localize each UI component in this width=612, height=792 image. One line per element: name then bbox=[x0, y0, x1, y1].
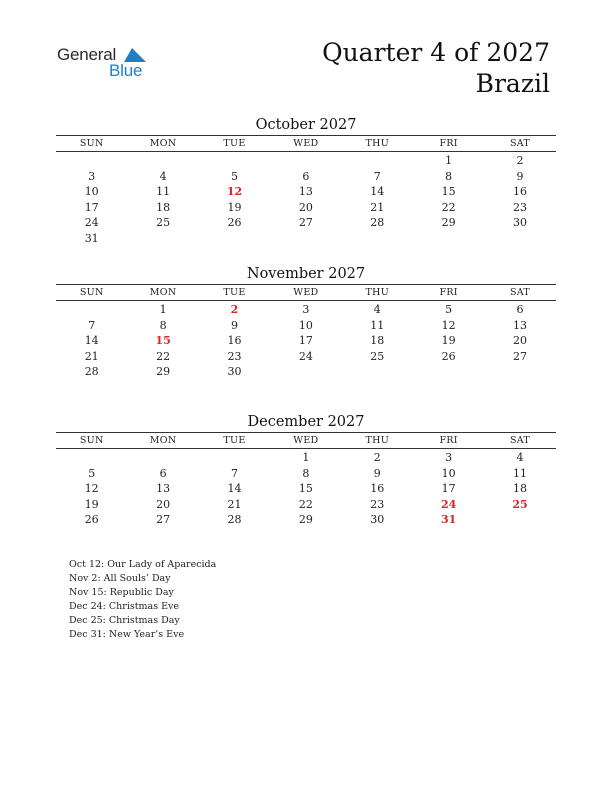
holiday-list-item: Nov 2: All Souls’ Day bbox=[69, 573, 171, 584]
day-cell: 10 bbox=[298, 318, 313, 332]
month-november bbox=[56, 265, 556, 380]
weekday-header-row bbox=[56, 136, 556, 151]
day-cell: 15 bbox=[298, 482, 313, 495]
holiday-list-item: Dec 31: New Year’s Eve bbox=[69, 629, 185, 640]
day-cell: 2 bbox=[373, 451, 381, 464]
day-cell: 21 bbox=[370, 200, 385, 214]
day-cell-holiday: 25 bbox=[512, 497, 528, 511]
day-grid bbox=[56, 449, 556, 528]
weekday-sun: SUN bbox=[79, 138, 104, 149]
day-cell: 13 bbox=[513, 318, 528, 332]
weekday-thu: THU bbox=[365, 287, 390, 298]
day-cell: 7 bbox=[373, 169, 381, 183]
day-cell: 9 bbox=[230, 318, 238, 332]
day-cell-holiday: 2 bbox=[230, 303, 239, 316]
day-cell-empty bbox=[199, 450, 270, 466]
weekday-thu: THU bbox=[365, 138, 390, 149]
day-cell: 24 bbox=[84, 216, 99, 229]
logo-word-blue: Blue bbox=[109, 61, 143, 80]
day-cell: 8 bbox=[159, 318, 167, 332]
day-cell: 18 bbox=[370, 334, 385, 347]
day-cell: 26 bbox=[227, 216, 242, 229]
day-cell: 18 bbox=[156, 200, 171, 214]
day-cell: 27 bbox=[156, 513, 171, 526]
day-cell: 7 bbox=[230, 466, 238, 480]
month-title: November 2027 bbox=[246, 266, 366, 282]
day-cell: 21 bbox=[227, 497, 242, 511]
day-cell-empty bbox=[413, 231, 484, 247]
day-cell-empty bbox=[56, 153, 127, 169]
day-cell: 17 bbox=[298, 334, 313, 347]
day-cell: 22 bbox=[441, 200, 456, 214]
day-cell: 18 bbox=[513, 482, 528, 495]
day-cell: 2 bbox=[516, 154, 524, 167]
weekday-thu: THU bbox=[365, 435, 390, 446]
weekday-sat: SAT bbox=[509, 138, 531, 149]
day-cell-empty bbox=[484, 512, 555, 528]
day-cell-holiday: 24 bbox=[440, 497, 457, 511]
day-cell: 30 bbox=[513, 216, 528, 229]
day-cell: 1 bbox=[159, 303, 167, 316]
weekday-wed: WED bbox=[293, 435, 319, 446]
day-cell: 20 bbox=[298, 200, 313, 214]
title-country: Brazil bbox=[475, 69, 550, 98]
day-cell: 23 bbox=[227, 349, 242, 363]
day-cell: 7 bbox=[88, 318, 96, 332]
day-cell: 14 bbox=[227, 482, 242, 495]
holiday-list bbox=[69, 558, 216, 642]
day-cell: 19 bbox=[84, 497, 99, 511]
day-cell: 4 bbox=[516, 451, 524, 464]
weekday-sun: SUN bbox=[79, 287, 104, 298]
day-cell: 5 bbox=[88, 466, 96, 480]
day-cell: 1 bbox=[302, 451, 310, 464]
day-cell-empty bbox=[342, 153, 413, 169]
day-cell-empty bbox=[56, 302, 127, 318]
day-cell: 9 bbox=[516, 169, 524, 183]
weekday-sun: SUN bbox=[79, 435, 104, 446]
day-cell-empty bbox=[270, 364, 341, 380]
day-cell: 15 bbox=[441, 185, 456, 198]
day-cell: 13 bbox=[298, 185, 313, 198]
day-cell: 26 bbox=[84, 513, 99, 526]
day-cell: 17 bbox=[84, 200, 99, 214]
weekday-wed: WED bbox=[293, 287, 319, 298]
day-cell: 13 bbox=[156, 482, 171, 495]
day-cell-empty bbox=[484, 231, 555, 247]
month-october bbox=[56, 116, 556, 246]
month-title: December 2027 bbox=[247, 414, 365, 430]
day-cell: 20 bbox=[513, 334, 528, 347]
day-cell: 11 bbox=[513, 466, 528, 480]
day-cell: 19 bbox=[441, 334, 456, 347]
day-cell: 22 bbox=[156, 349, 171, 363]
day-cell-empty bbox=[270, 231, 341, 247]
day-grid bbox=[56, 301, 556, 380]
day-cell: 6 bbox=[302, 169, 310, 183]
holiday-list-item: Dec 25: Christmas Day bbox=[69, 615, 180, 626]
logo-word-general: General bbox=[57, 45, 117, 64]
weekday-tue: TUE bbox=[223, 435, 246, 446]
day-cell-holiday: 31 bbox=[440, 513, 457, 526]
day-grid bbox=[56, 152, 556, 246]
day-cell: 27 bbox=[513, 349, 528, 363]
day-cell: 29 bbox=[156, 365, 171, 378]
day-cell-empty bbox=[484, 364, 555, 380]
day-cell: 19 bbox=[227, 200, 242, 214]
weekday-mon: MON bbox=[149, 435, 177, 446]
day-cell-empty bbox=[270, 153, 341, 169]
day-cell: 16 bbox=[227, 334, 242, 347]
day-cell: 24 bbox=[298, 349, 313, 363]
day-cell: 9 bbox=[373, 466, 381, 480]
day-cell: 3 bbox=[88, 169, 96, 183]
day-cell-empty bbox=[413, 364, 484, 380]
day-cell: 27 bbox=[298, 216, 313, 229]
weekday-fri: FRI bbox=[439, 287, 458, 298]
day-cell: 12 bbox=[441, 318, 456, 332]
month-title: October 2027 bbox=[255, 117, 357, 133]
weekday-sat: SAT bbox=[509, 287, 531, 298]
day-cell: 28 bbox=[227, 513, 242, 526]
weekday-fri: FRI bbox=[439, 435, 458, 446]
day-cell-holiday: 15 bbox=[155, 334, 171, 347]
holiday-list-item: Oct 12: Our Lady of Aparecida bbox=[69, 559, 217, 570]
day-cell-holiday: 12 bbox=[226, 185, 243, 198]
logo-triangle-icon bbox=[124, 48, 146, 62]
weekday-header-row bbox=[56, 285, 556, 300]
day-cell: 29 bbox=[298, 513, 313, 526]
day-cell: 3 bbox=[445, 451, 453, 464]
day-cell: 5 bbox=[230, 169, 238, 183]
weekday-mon: MON bbox=[149, 287, 177, 298]
weekday-sat: SAT bbox=[509, 435, 531, 446]
title-quarter: Quarter 4 of 2027 bbox=[322, 38, 550, 67]
day-cell: 4 bbox=[159, 169, 167, 183]
day-cell: 16 bbox=[513, 185, 528, 198]
day-cell-empty bbox=[199, 231, 270, 247]
day-cell: 25 bbox=[370, 349, 385, 363]
day-cell-empty bbox=[56, 450, 127, 466]
day-cell-empty bbox=[199, 153, 270, 169]
day-cell: 12 bbox=[84, 482, 99, 495]
weekday-tue: TUE bbox=[223, 287, 246, 298]
day-cell-empty bbox=[127, 153, 198, 169]
weekday-header-row bbox=[56, 433, 556, 448]
day-cell: 17 bbox=[441, 482, 456, 495]
day-cell: 22 bbox=[298, 497, 313, 511]
day-cell: 14 bbox=[84, 334, 99, 347]
weekday-tue: TUE bbox=[223, 138, 246, 149]
weekday-fri: FRI bbox=[439, 138, 458, 149]
day-cell-empty bbox=[127, 450, 198, 466]
page-title bbox=[322, 37, 550, 99]
day-cell-empty bbox=[127, 231, 198, 247]
day-cell: 1 bbox=[445, 154, 453, 167]
day-cell: 8 bbox=[302, 466, 310, 480]
day-cell: 8 bbox=[445, 169, 453, 183]
day-cell: 10 bbox=[441, 466, 456, 480]
day-cell: 6 bbox=[516, 303, 524, 316]
day-cell-empty bbox=[342, 364, 413, 380]
weekday-wed: WED bbox=[293, 138, 319, 149]
holiday-list-item: Nov 15: Republic Day bbox=[69, 587, 174, 598]
day-cell: 14 bbox=[370, 185, 385, 198]
day-cell: 26 bbox=[441, 349, 456, 363]
day-cell: 20 bbox=[156, 497, 171, 511]
day-cell: 30 bbox=[227, 365, 242, 378]
day-cell: 3 bbox=[302, 303, 310, 316]
day-cell: 30 bbox=[370, 513, 385, 526]
day-cell: 11 bbox=[156, 185, 171, 198]
day-cell-empty bbox=[342, 231, 413, 247]
day-cell: 11 bbox=[370, 318, 385, 332]
generalblue-logo bbox=[57, 43, 167, 83]
day-cell: 29 bbox=[441, 216, 456, 229]
day-cell: 28 bbox=[84, 365, 99, 378]
month-december bbox=[56, 413, 556, 528]
holiday-list-item: Dec 24: Christmas Eve bbox=[69, 601, 180, 612]
day-cell: 21 bbox=[84, 349, 99, 363]
day-cell: 6 bbox=[159, 466, 167, 480]
day-cell: 23 bbox=[370, 497, 385, 511]
day-cell: 10 bbox=[84, 185, 99, 198]
day-cell: 23 bbox=[513, 200, 528, 214]
day-cell: 25 bbox=[156, 216, 171, 229]
weekday-mon: MON bbox=[149, 138, 177, 149]
day-cell: 16 bbox=[370, 482, 385, 495]
day-cell: 31 bbox=[84, 231, 99, 245]
day-cell: 4 bbox=[373, 303, 381, 316]
day-cell: 5 bbox=[445, 303, 453, 316]
day-cell: 28 bbox=[370, 216, 385, 229]
